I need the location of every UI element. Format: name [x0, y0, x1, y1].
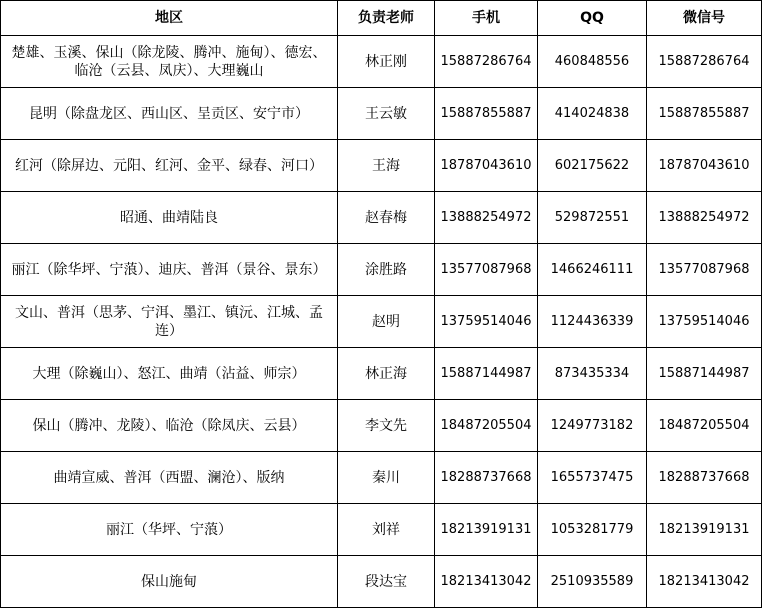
wechat-cell: 18213413042: [647, 556, 762, 608]
table-row: [1, 400, 762, 452]
region-cell: 保山施甸: [1, 556, 338, 608]
teacher-cell: 段达宝: [338, 556, 435, 608]
qq-cell: 873435334: [538, 348, 647, 400]
teacher-cell: 赵春梅: [338, 192, 435, 244]
phone-cell: 13759514046: [435, 296, 538, 348]
header-qq: QQ: [538, 1, 647, 36]
qq-cell: 414024838: [538, 88, 647, 140]
header-row: [1, 1, 762, 36]
header-teacher: 负责老师: [338, 1, 435, 36]
wechat-cell: 18288737668: [647, 452, 762, 504]
table-row: [1, 140, 762, 192]
wechat-cell: 15887286764: [647, 36, 762, 88]
teacher-cell: 王海: [338, 140, 435, 192]
teacher-cell: 涂胜路: [338, 244, 435, 296]
wechat-cell: 18213919131: [647, 504, 762, 556]
region-cell: 昆明（除盘龙区、西山区、呈贡区、安宁市）: [1, 88, 338, 140]
teacher-cell: 林正海: [338, 348, 435, 400]
wechat-cell: 13577087968: [647, 244, 762, 296]
qq-cell: 1249773182: [538, 400, 647, 452]
phone-cell: 13888254972: [435, 192, 538, 244]
phone-cell: 18288737668: [435, 452, 538, 504]
table-row: [1, 88, 762, 140]
wechat-cell: 13759514046: [647, 296, 762, 348]
phone-cell: 18213919131: [435, 504, 538, 556]
wechat-cell: 13888254972: [647, 192, 762, 244]
wechat-cell: 15887855887: [647, 88, 762, 140]
region-cell: 大理（除巍山）、怒江、曲靖（沾益、师宗）: [1, 348, 338, 400]
qq-cell: 1053281779: [538, 504, 647, 556]
teacher-cell: 林正刚: [338, 36, 435, 88]
qq-cell: 2510935589: [538, 556, 647, 608]
wechat-cell: 18787043610: [647, 140, 762, 192]
teacher-cell: 刘祥: [338, 504, 435, 556]
teacher-cell: 秦川: [338, 452, 435, 504]
qq-cell: 529872551: [538, 192, 647, 244]
table-row: [1, 348, 762, 400]
table-row: [1, 192, 762, 244]
region-cell: 曲靖宣威、普洱（西盟、澜沧）、版纳: [1, 452, 338, 504]
header-region: 地区: [1, 1, 338, 36]
phone-cell: 15887286764: [435, 36, 538, 88]
table-row: [1, 556, 762, 608]
table-row: [1, 244, 762, 296]
table-row: [1, 504, 762, 556]
phone-cell: 15887144987: [435, 348, 538, 400]
qq-cell: 460848556: [538, 36, 647, 88]
region-cell: 丽江（华坪、宁蒗）: [1, 504, 338, 556]
region-cell: 文山、普洱（思茅、宁洱、墨江、镇沅、江城、孟连）: [1, 296, 338, 348]
table-row: [1, 296, 762, 348]
region-cell: 丽江（除华坪、宁蒗）、迪庆、普洱（景谷、景东）: [1, 244, 338, 296]
region-cell: 楚雄、玉溪、保山（除龙陵、腾冲、施甸）、德宏、临沧（云县、凤庆）、大理巍山: [1, 36, 338, 88]
qq-cell: 602175622: [538, 140, 647, 192]
wechat-cell: 15887144987: [647, 348, 762, 400]
table-row: [1, 452, 762, 504]
header-wechat: 微信号: [647, 1, 762, 36]
qq-cell: 1655737475: [538, 452, 647, 504]
phone-cell: 18213413042: [435, 556, 538, 608]
phone-cell: 13577087968: [435, 244, 538, 296]
teacher-cell: 王云敏: [338, 88, 435, 140]
phone-cell: 18787043610: [435, 140, 538, 192]
phone-cell: 15887855887: [435, 88, 538, 140]
header-phone: 手机: [435, 1, 538, 36]
table-row: [1, 36, 762, 88]
region-cell: 昭通、曲靖陆良: [1, 192, 338, 244]
teacher-cell: 李文先: [338, 400, 435, 452]
qq-cell: 1466246111: [538, 244, 647, 296]
region-cell: 保山（腾冲、龙陵）、临沧（除凤庆、云县）: [1, 400, 338, 452]
phone-cell: 18487205504: [435, 400, 538, 452]
wechat-cell: 18487205504: [647, 400, 762, 452]
qq-cell: 1124436339: [538, 296, 647, 348]
region-cell: 红河（除屏边、元阳、红河、金平、绿春、河口）: [1, 140, 338, 192]
teacher-cell: 赵明: [338, 296, 435, 348]
